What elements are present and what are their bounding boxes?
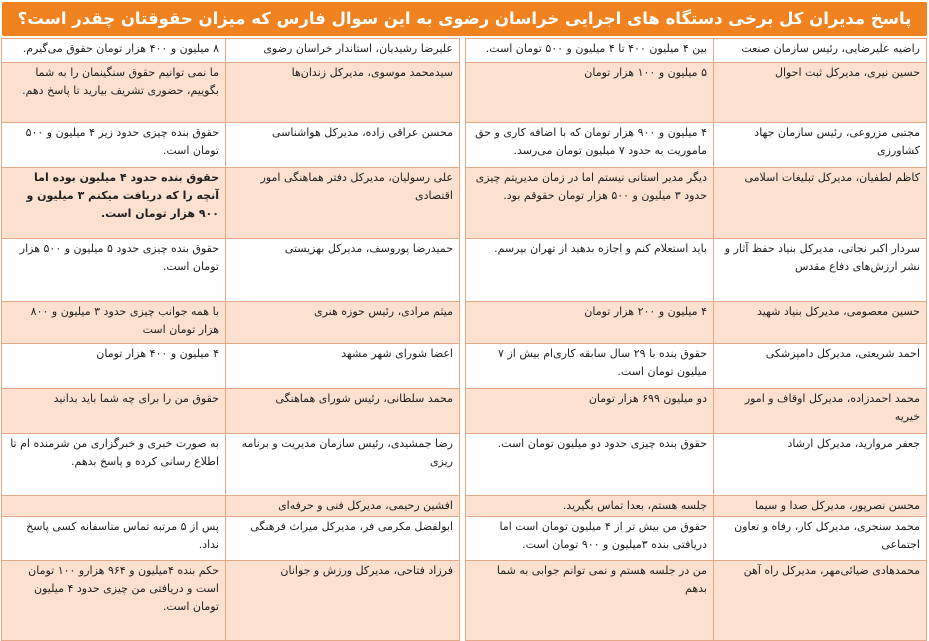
salary-answer: با همه جوانب چیزی حدود ۳ میلیون و ۸۰۰ هزار تومان است xyxy=(2,302,226,344)
official-name: افشین رحیمی، مدیرکل فنی و حرفه‌ای xyxy=(226,496,460,517)
official-name: محمد سلطانی، رئیس شورای هماهنگی xyxy=(226,389,460,434)
salary-answer: حقوق بنده چیزی حدود ۵ میلیون و ۵۰۰ هزار تومان است. xyxy=(2,239,226,302)
official-name: اعضا شورای شهر مشهد xyxy=(226,344,460,389)
salary-answer: جلسه هستم، بعدا تماس بگیرید. xyxy=(466,496,714,517)
salary-answer: ۴ میلیون و ۴۰۰ هزار تومان xyxy=(2,344,226,389)
official-name: میثم مرادی، رئیس حوزه هنری xyxy=(226,302,460,344)
table-row xyxy=(466,517,927,561)
official-name: حسین معصومی، مدیرکل بنیاد شهید xyxy=(714,302,927,344)
table-row xyxy=(466,302,927,344)
table-row xyxy=(2,344,460,389)
official-name: علی رسولیان، مدیرکل دفتر هماهنگی امور اقتصادی xyxy=(226,168,460,239)
table-row xyxy=(466,496,927,517)
table-row xyxy=(466,63,927,123)
official-name: سردار اکبر نجاتی، مدیرکل بنیاد حفظ آثار و نشر ارزش‌های دفاع مقدس xyxy=(714,239,927,302)
official-name: رضا جمشیدی، رئیس سازمان مدیریت و برنامه ریزی xyxy=(226,434,460,496)
official-name: علیرضا رشیدیان، استاندار خراسان رضوی xyxy=(226,39,460,63)
salary-answer: به صورت خبری و خبرگزاری من شرمنده ام تا اطلاع رسانی کرده و پاسخ بدهم. xyxy=(2,434,226,496)
official-name: سیدمحمد موسوی، مدیرکل زندان‌ها xyxy=(226,63,460,123)
salary-answer: حقوق من را برای چه شما باید بدانید xyxy=(2,389,226,434)
salary-answer: حقوق بنده چیزی حدود دو میلیون تومان است. xyxy=(466,434,714,496)
salary-answer: ما نمی توانیم حقوق سنگینمان را به شما بگوییم، حضوری تشریف بیارید تا پاسخ دهم. xyxy=(2,63,226,123)
official-name: محمد احمدزاده، مدیرکل اوقاف و امور خیریه xyxy=(714,389,927,434)
official-name: محمد سنجری، مدیرکل کار، رفاه و تعاون اجتماعی xyxy=(714,517,927,561)
salary-answer: بین ۴ میلیون ۴۰۰ تا ۴ میلیون و ۵۰۰ تومان است. xyxy=(466,39,714,63)
official-name: محسن عراقی زاده، مدیرکل هواشناسی xyxy=(226,123,460,168)
salary-answer: دو میلیون ۶۹۹ هزار تومان xyxy=(466,389,714,434)
salary-answer: دیگر مدیر استانی نیستم اما در زمان مدیریتم چیزی حدود ۳ میلیون و ۵۰۰ هزار تومان حقوقم بود. xyxy=(466,168,714,239)
right-salary-table xyxy=(466,38,927,639)
left-salary-table xyxy=(2,38,460,639)
official-name: احمد شریعتی، مدیرکل دامپزشکی xyxy=(714,344,927,389)
salary-answer xyxy=(2,496,226,517)
official-name: محسن نصرپور، مدیرکل صدا و سیما xyxy=(714,496,927,517)
table-row xyxy=(466,39,927,63)
table-row xyxy=(2,389,460,434)
official-name: جعفر مرواريد، مديركل ارشاد xyxy=(714,434,927,496)
table-row xyxy=(2,39,460,63)
salary-answer: ۵ میلیون و ۱۰۰ هزار تومان xyxy=(466,63,714,123)
salary-answer: حقوق بنده با ۲۹ سال سابقه کاری‌ام بیش از ۷ میلیون تومان است. xyxy=(466,344,714,389)
official-name: حمیدرضا پوروسف، مدیرکل بهزیستی xyxy=(226,239,460,302)
table-row xyxy=(466,344,927,389)
salary-answer: ۸ میلیون و ۴۰۰ هزار تومان حقوق می‌گیرم. xyxy=(2,39,226,63)
table-row xyxy=(2,123,460,168)
salary-answer: پس از ۵ مرتبه تماس متاسفانه کسی پاسخ نداد. xyxy=(2,517,226,561)
table-row xyxy=(2,517,460,561)
official-name: فرزاد فتاحی، مدیرکل ورزش و جوانان xyxy=(226,561,460,641)
official-name: حسین نیری، مدیرکل ثبت احوال xyxy=(714,63,927,123)
table-row xyxy=(466,168,927,239)
salary-answer: حکم بنده ۴میلیون و ۹۶۴ هزارو ۱۰۰ تومان است و دریافتی من چیزی حدود ۴ میلیون تومان است. xyxy=(2,561,226,641)
table-row xyxy=(466,123,927,168)
table-row xyxy=(2,561,460,641)
salary-answer: حقوق بنده چیزی حدود زیر ۴ میلیون و ۵۰۰ تومان است. xyxy=(2,123,226,168)
salary-answer: من در جلسه هستم و نمی توانم جوابی به شما بدهم xyxy=(466,561,714,641)
salary-answer: حقوق من بیش تر از ۴ میلیون تومان است اما دریافتی بنده ۳میلیون و ۹۰۰ تومان است. xyxy=(466,517,714,561)
table-row xyxy=(466,561,927,641)
salary-answer: باید استعلام کنم و اجازه بدهید از تهران بپرسم. xyxy=(466,239,714,302)
table-row xyxy=(466,434,927,496)
table-row xyxy=(2,496,460,517)
official-name: محمدهادی ضیائی‌مهر، مدیرکل راه آهن xyxy=(714,561,927,641)
salary-answer: ۴ میلیون و ۹۰۰ هزار تومان که با اضافه کاری و حق ماموریت به حدود ۷ میلیون تومان می‌رسد. xyxy=(466,123,714,168)
table-row xyxy=(2,302,460,344)
table-row xyxy=(466,389,927,434)
official-name: کاظم لطفیان، مدیرکل تبلیغات اسلامی xyxy=(714,168,927,239)
table-row xyxy=(2,63,460,123)
salary-answer: ۴ میلیون و ۲۰۰ هزار تومان xyxy=(466,302,714,344)
table-row xyxy=(2,434,460,496)
page-title: پاسخ مدیران کل برخی دستگاه های اجرایی خراسان رضوی به این سوال فارس که میزان حقوقتان چقدر است؟ xyxy=(2,2,927,36)
official-name: ابولفضل مکرمی فر، مدیرکل میراث فرهنگی xyxy=(226,517,460,561)
official-name: راضیه علیرضایی، رئیس سازمان صنعت xyxy=(714,39,927,63)
table-row xyxy=(2,239,460,302)
salary-answer: حقوق بنده حدود ۴ میلیون بوده اما آنچه را که دریافت میکنم ۳ میلیون و ۹۰۰ هزار تومان است. xyxy=(2,168,226,239)
table-row xyxy=(2,168,460,239)
official-name: مجتبی مزروعی، رئیس سازمان جهاد کشاورزی xyxy=(714,123,927,168)
table-row xyxy=(466,239,927,302)
